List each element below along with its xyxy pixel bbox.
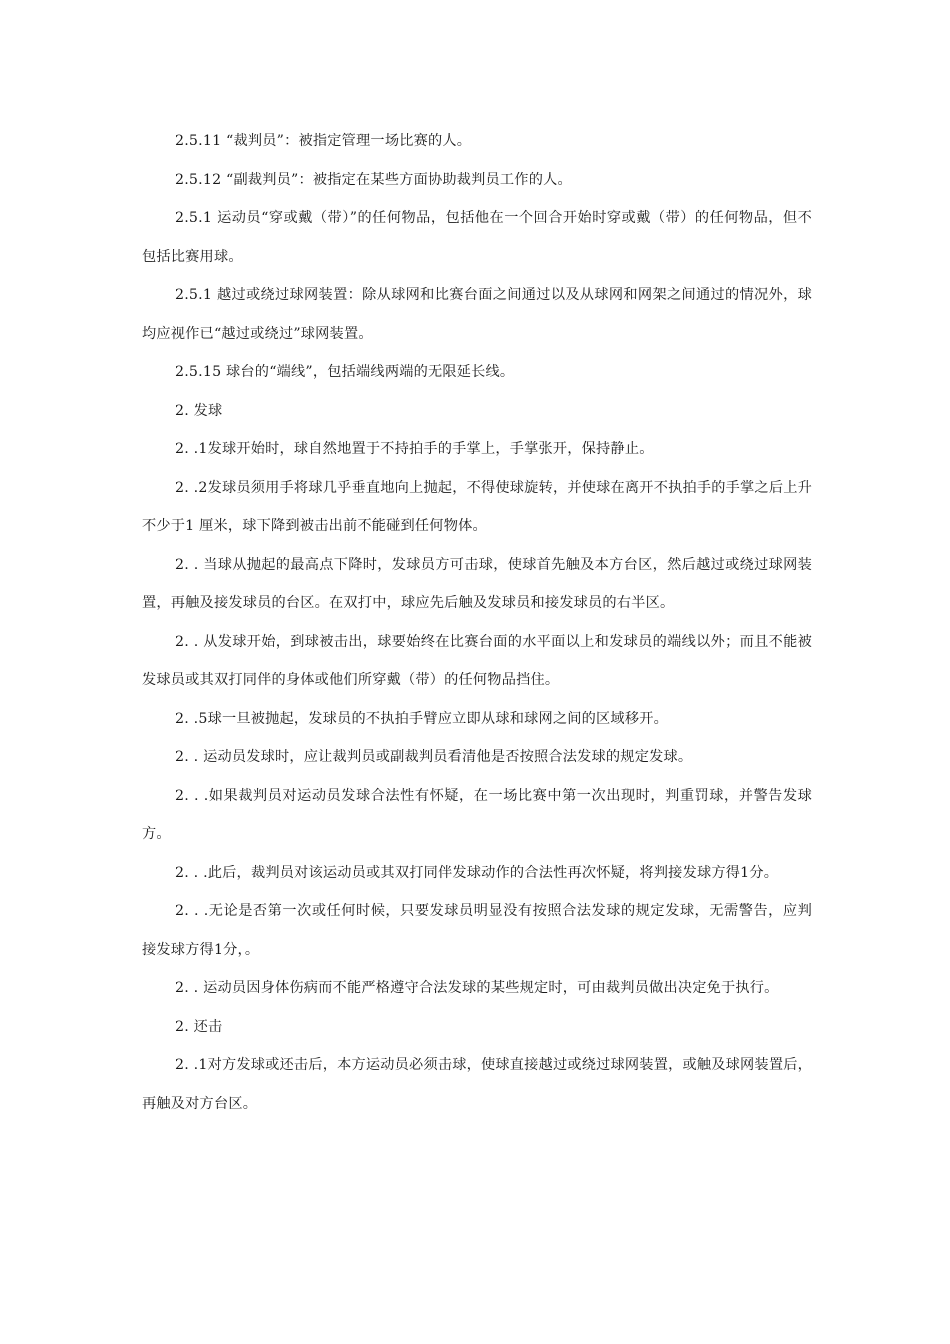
paragraph-end-line: 2.5.15 球台的“端线”，包括端线两端的无限延长线。	[175, 364, 515, 380]
paragraph-service-6-3: 2. . .无论是否第一次或任何时候，只要发球员明显没有按照合法发球的规定发球，无需警告，应判接发球方得1分，。	[142, 903, 812, 958]
paragraph-over-net: 2.5.1 越过或绕过球网装置：除从球网和比赛台面之间通过以及从球网和网架之间通过的情况外，球均应视作已“越过或绕过”球网装置。	[142, 287, 812, 342]
paragraph-service-6: 2. . 运动员发球时，应让裁判员或副裁判员看清他是否按照合法发球的规定发球。	[175, 749, 693, 765]
paragraph-service-3: 2. . 当球从抛起的最高点下降时，发球员方可击球，使球首先触及本方台区，然后越过或绕过球网装置，再触及接发球员的台区。在双打中，球应先后触及发球员和接发球员的右半区。	[142, 556, 812, 611]
paragraph-service-6-2: 2. . .此后，裁判员对该运动员或其双打同伴发球动作的合法性再次怀疑，将判接发球方得1分。	[175, 864, 779, 881]
section-heading-service: 2. 发球	[175, 402, 223, 419]
paragraph-service-5: 2. .5球一旦被抛起，发球员的不执拍手臂应立即从球和球网之间的区域移开。	[175, 710, 668, 727]
paragraph-worn-items: 2.5.1 运动员“穿或戴（带）”的任何物品，包括他在一个回合开始时穿或戴（带）的任何物品，但不包括比赛用球。	[142, 210, 812, 265]
section-heading-return: 2. 还击	[175, 1018, 223, 1035]
paragraph-service-7: 2. . 运动员因身体伤病而不能严格遵守合法发球的某些规定时，可由裁判员做出决定免于执行。	[175, 980, 779, 996]
paragraph-2-5-11: 2.5.11 “裁判员”：被指定管理一场比赛的人。	[175, 133, 472, 149]
paragraph-service-1: 2. .1发球开始时，球自然地置于不持拍手的手掌上，手掌张开，保持静止。	[175, 441, 654, 457]
paragraph-service-4: 2. . 从发球开始，到球被击出，球要始终在比赛台面的水平面以上和发球员的端线以外；而且不能被发球员或其双打同伴的身体或他们所穿戴（带）的任何物品挡住。	[142, 633, 812, 688]
paragraph-2-5-12: 2.5.12 “副裁判员”：被指定在某些方面协助裁判员工作的人。	[175, 171, 572, 188]
paragraph-service-2: 2. .2发球员须用手将球几乎垂直地向上抛起，不得使球旋转，并使球在离开不执拍手的手掌之后上升不少于1 厘米，球下降到被击出前不能碰到任何物体。	[142, 479, 812, 534]
paragraph-return-1: 2. .1对方发球或还击后，本方运动员必须击球，使球直接越过或绕过球网装置，或触及球网装置后，再触及对方台区。	[142, 1057, 812, 1112]
document-body	[142, 122, 812, 1123]
paragraph-service-6-1: 2. . .如果裁判员对运动员发球合法性有怀疑，在一场比赛中第一次出现时，判重罚球，并警告发球方。	[142, 787, 812, 842]
